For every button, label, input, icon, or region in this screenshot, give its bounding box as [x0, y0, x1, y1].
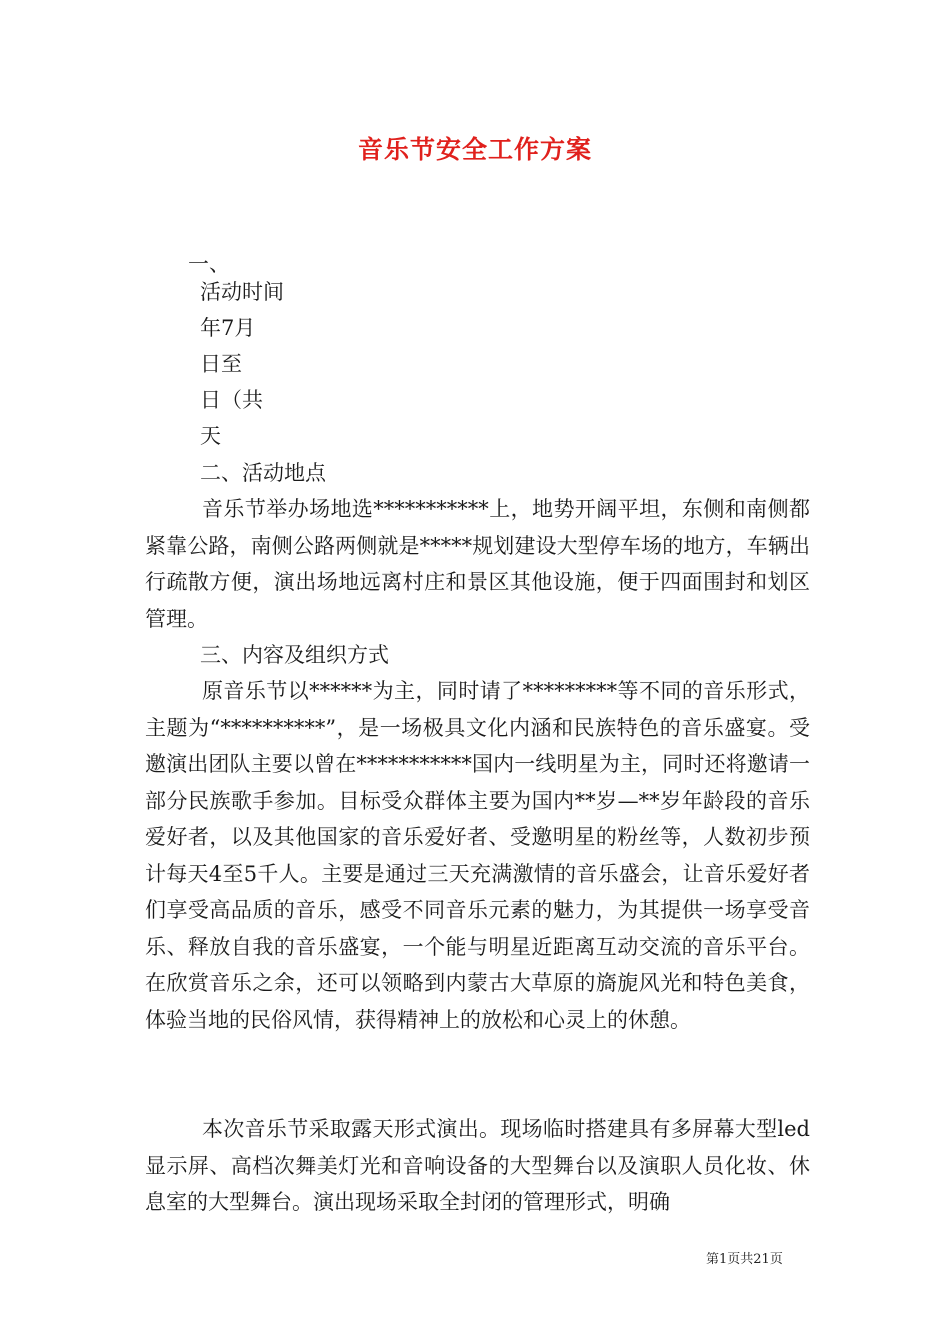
section-1-line: 天: [200, 424, 221, 448]
section-1-line: 活动时间: [200, 280, 284, 304]
section-1-line: 日至: [200, 352, 242, 376]
section-3-paragraph-2: 本次音乐节采取露天形式演出。现场临时搭建具有多屏幕大型led显示屏、高档次舞美灯光和音响设备的大型舞台以及演职人员化妆、休息室的大型舞台。演出现场采取全封闭的管理形式，明确: [145, 1117, 810, 1214]
section-2-heading: 二、活动地点: [200, 461, 326, 485]
section-1-number: 一、: [188, 252, 230, 276]
section-2-paragraph: 音乐节举办场地选***********上，地势开阔平坦，东侧和南侧都紧靠公路，南侧公路两侧就是*****规划建设大型停车场的地方，车辆出行疏散方便，演出场地远离村庄和景区其他设施，便于四面围封和划区管理。: [145, 497, 810, 631]
section-3-paragraph-1: 原音乐节以******为主，同时请了*********等不同的音乐形式，主题为“**********”，是一场极具文化内涵和民族特色的音乐盛宴。受邀演出团队主要以曾在***********国内一线明星为主，同时还将邀请一部分民族歌手参加。目标受众群体主要为国内**岁—**岁年龄段的音乐爱好者，以及其他国家的音乐爱好者、受邀明星的粉丝等，人数初步预计每天4至5千人。主要是通过三天充满激情的音乐盛会，让音乐爱好者们享受高品质的音乐，感受不同音乐元素的魅力，为其提供一场享受音乐、释放自我的音乐盛宴，一个能与明星近距离互动交流的音乐平台。在欣赏音乐之余，还可以领略到内蒙古大草原的旖旎风光和特色美食，体验当地的民俗风情，获得精神上的放松和心灵上的休憩。: [145, 679, 810, 1032]
section-3-heading: 三、内容及组织方式: [200, 643, 389, 667]
section-1-line: 年7月: [200, 316, 256, 340]
page-number-footer: 第1页共21页: [706, 1252, 783, 1267]
document-title: 音乐节安全工作方案: [357, 135, 592, 164]
section-1-line: 日（共: [200, 388, 263, 412]
